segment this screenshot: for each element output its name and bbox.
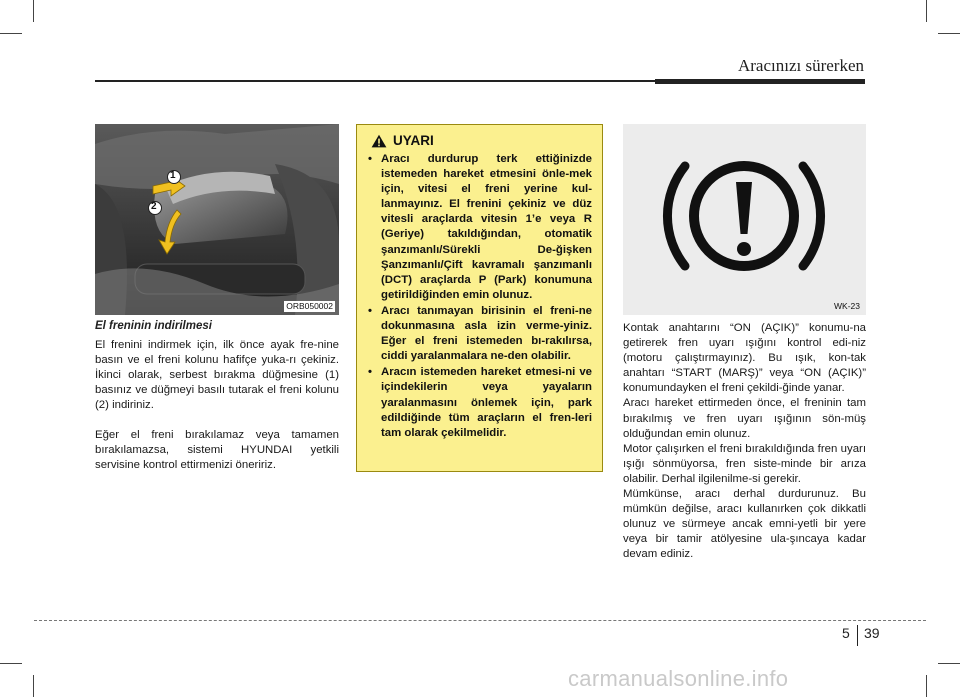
- paragraph: Aracı hareket ettirmeden önce, el freninin tam bırakılmış ve fren uyarı ışığının sön-müş olduğundan emin olunuz.: [623, 397, 866, 440]
- crop-mark: [0, 33, 22, 34]
- warning-item: • Aracı durdurup terk ettiğinizde istemeden hareket etmesini önle-mek için, vitesi el freni yerine kul-lanmayınız. El frenini çekiniz ve düz vitesli araçlarda vitesin 1’e veya R (Geriye) takıldığından, otomatik şanzımanlı/Sürekli De-ğişken Şanzımanlı/Çift kavramalı şanzımanlı (DCT) araçlarda P (Park) konumuna getirildiğinden emin olunuz.: [365, 152, 592, 303]
- chapter-number: 5: [842, 625, 850, 641]
- paragraph: Eğer el freni bırakılamaz veya tamamen bırakılamazsa, sistemi HYUNDAI yetkili servisine kontrol ettirmenizi öneririz.: [95, 429, 339, 472]
- paragraph: Motor çalışırken el freni bırakıldığında fren uyarı ışığı sönmüyorsa, fren siste-minde bir arıza olabilir. Derhal ilgilenilme-si gerekir.: [623, 442, 866, 485]
- warning-triangle-icon: [371, 134, 387, 148]
- crop-mark: [0, 663, 22, 664]
- handbrake-figure: [95, 124, 339, 315]
- warning-item: • Aracı tanımayan birisinin el freni-ne dokunmasına asla izin verme-yiniz. Eğer el freni istemeden bı-rakılırsa, ciddi yaralanmalara ne-den olabilir.: [365, 304, 592, 364]
- footer-rule: [34, 620, 926, 621]
- page-separator: [857, 625, 858, 646]
- brake-warning-figure: [623, 124, 866, 315]
- warning-item: • Aracın istemeden hareket etmesi-ni ve içindekilerin veya yayaların yaralanmasını önlemek için, park edildiğinde tüm araçların el fren-leri tam olarak çekilmelidir.: [365, 365, 592, 440]
- section-heading: El freninin indirilmesi: [95, 320, 212, 332]
- crop-mark: [926, 675, 927, 697]
- warning-box: [356, 124, 603, 472]
- crop-mark: [926, 0, 927, 22]
- right-text-column: [623, 321, 866, 563]
- figure-code: ORB050002: [286, 301, 333, 311]
- crop-mark: [33, 675, 34, 697]
- crop-mark: [938, 663, 960, 664]
- callout-2: 2: [151, 201, 157, 212]
- warning-title: UYARI: [393, 133, 434, 148]
- callout-1: 1: [170, 170, 176, 181]
- header-accent-bar: [655, 79, 865, 84]
- watermark: carmanualsonline.info: [568, 666, 789, 691]
- crop-mark: [33, 0, 34, 22]
- warning-header: [371, 133, 592, 148]
- warning-list: [365, 152, 592, 441]
- page-number: 39: [864, 625, 880, 641]
- brake-warning-light-icon: [623, 124, 866, 315]
- paragraph: Mümkünse, aracı derhal durdurunuz. Bu mümkün değilse, aracı kullanırken çok dikkatli olunuz ve sürmeye ancak emni-yetli bir yere veya bir tamir atölyesine ula-şıncaya kadar devam ediniz.: [623, 488, 866, 561]
- paragraph: El frenini indirmek için, ilk önce ayak fre-nine basın ve el freni kolunu hafifçe yuka-rı çekiniz. İkinci olarak, serbest bırakma düğmesine (1) basınız ve düğmeyi basılı tutarak el freni kolunu (2) indiriniz.: [95, 339, 339, 412]
- crop-mark: [938, 33, 960, 34]
- paragraph: Kontak anahtarını “ON (AÇIK)” konumu-na getirerek fren uyarı ışığını kontrol edi-niz (motoru çalıştırmayınız). Bu ışık, kon-tak anahtarı “START (MARŞ)” veya “ON (AÇIK)” konumundayken el freni çekildi-ğinde yanar.: [623, 322, 866, 395]
- section-header-title: Aracınızı sürerken: [737, 56, 864, 75]
- figure-code: WK-23: [834, 301, 860, 311]
- handbrake-illustration: [95, 124, 339, 315]
